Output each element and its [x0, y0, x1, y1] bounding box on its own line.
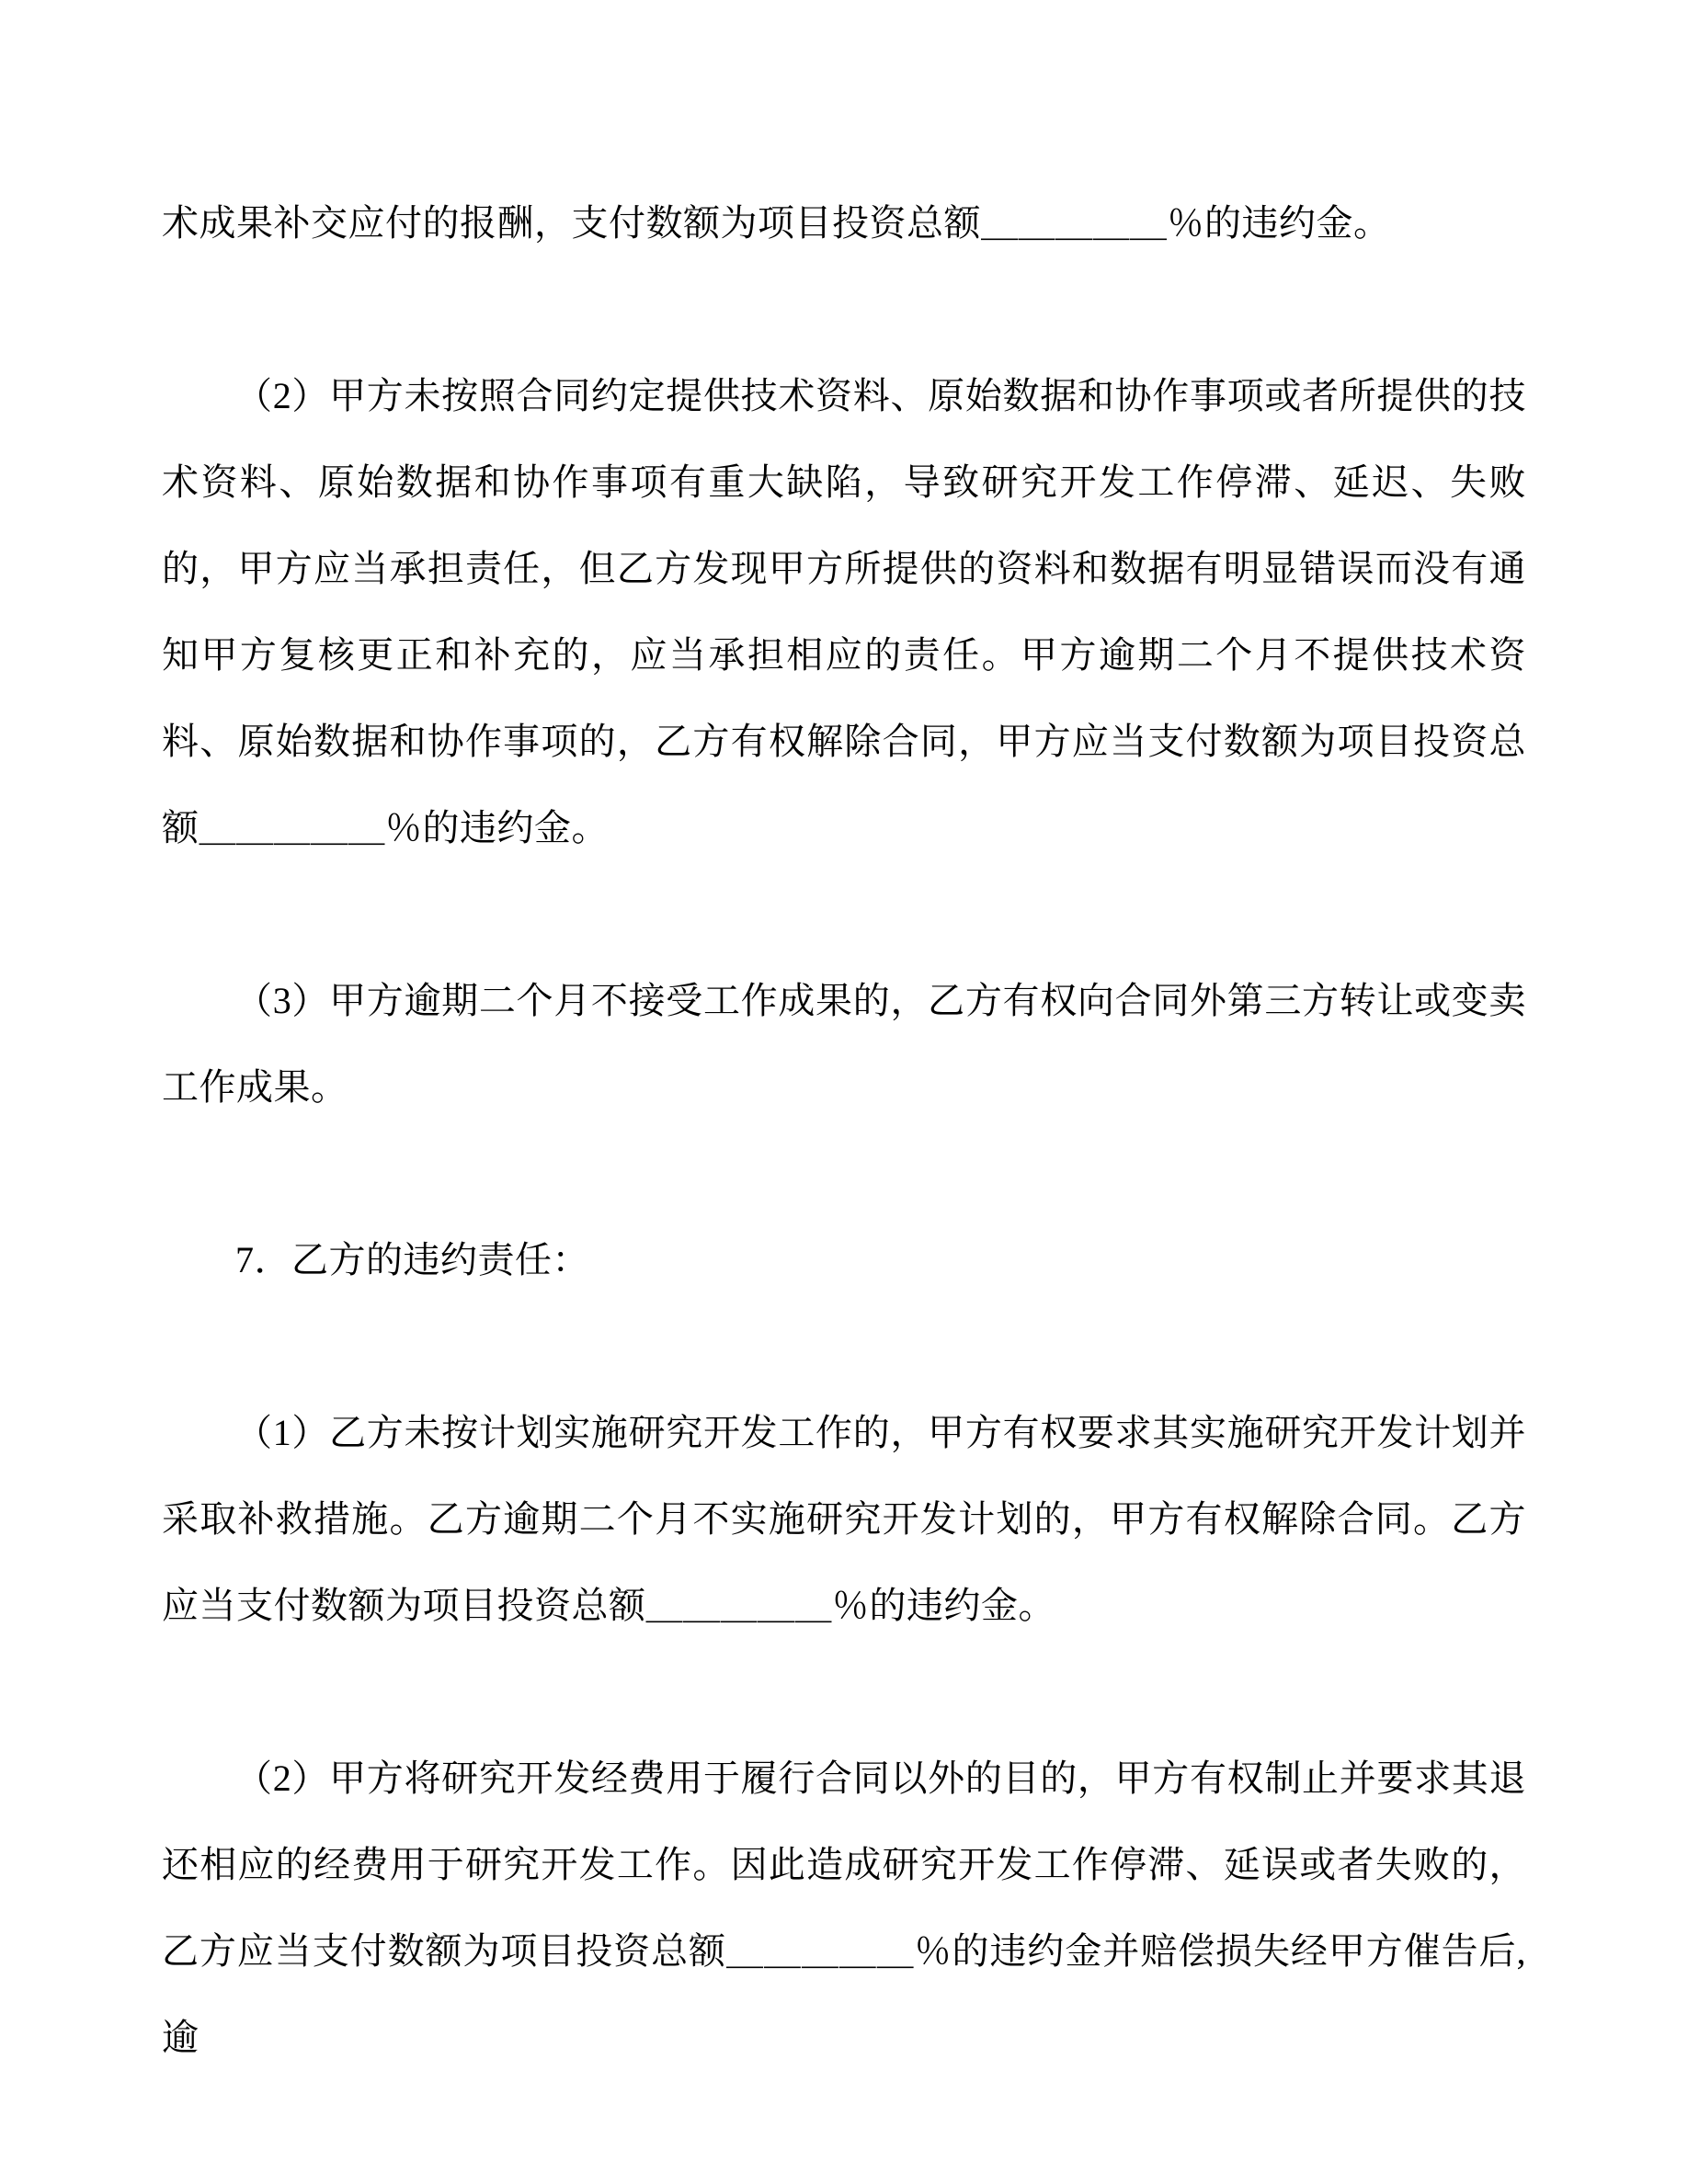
clause-party-a-breach-item-3: （3）甲方逾期二个月不接受工作成果的，乙方有权向合同外第三方转让或变卖工作成果。 [162, 980, 1526, 1108]
contract-body-text [162, 180, 1526, 2081]
clause-continuation-line: 术成果补交应付的报酬，支付数额为项目投资总额＿＿＿＿＿％的违约金。 [162, 202, 1391, 244]
clause-party-b-breach-item-1: （1）乙方未按计划实施研究开发工作的，甲方有权要求其实施研究开发计划并采取补救措施。乙方逾期二个月不实施研究开发计划的，甲方有权解除合同。乙方应当支付数额为项目投资总额＿＿＿＿＿％的违约金。 [162, 1412, 1526, 1626]
clause-party-b-breach-item-2: （2）甲方将研究开发经费用于履行合同以外的目的，甲方有权制止并要求其退还相应的经费用于研究开发工作。因此造成研究开发工作停滞、延误或者失败的，乙方应当支付数额为项目投资总额＿＿＿＿＿％的违约金并赔偿损失经甲方催告后,逾 [162, 1757, 1526, 2058]
clause-party-a-breach-item-2: （2）甲方未按照合同约定提供技术资料、原始数据和协作事项或者所提供的技术资料、原始数据和协作事项有重大缺陷，导致研究开发工作停滞、延迟、失败的，甲方应当承担责任，但乙方发现甲方所提供的资料和数据有明显错误而没有通知甲方复核更正和补充的，应当承担相应的责任。甲方逾期二个月不提供技术资料、原始数据和协作事项的，乙方有权解除合同，甲方应当支付数额为项目投资总额＿＿＿＿＿％的违约金。 [162, 375, 1526, 848]
section-heading-party-b-breach: 7．乙方的违约责任： [235, 1239, 589, 1280]
